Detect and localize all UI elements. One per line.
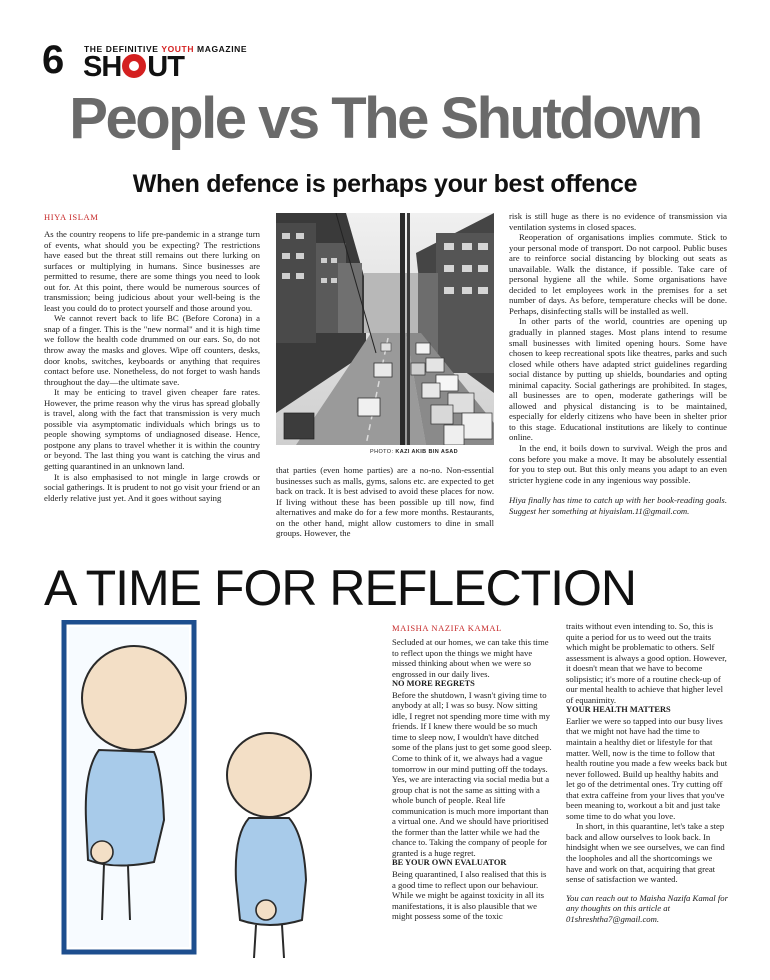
section-subheading: YOUR HEALTH MATTERS	[566, 705, 671, 715]
article-paragraph: In short, in this quarantine, let's take a step back and allow ourselves to look back. In hindsight when we see ourselves, we can find the loopholes and all the shortcomings we have and work on that, acquiring that great sense of satisfaction we wanted.	[566, 821, 725, 885]
author-note: You can reach out to Maisha Nazifa Kamal for any thoughts on this article at 01shreshtha7@gmail.com.	[566, 892, 729, 924]
article-paragraph: Being quarantined, I also realised that this is a good time to reflect upon our behaviour. While we might be against toxicity in all its manifestations, it is also plausible that we might possess some of the toxic	[392, 869, 547, 922]
article-paragraph: In other parts of the world, countries are opening up gradually in planned stages. Most plans intend to resume small businesses with limited opening hours. Some have chosen to keep recreational spots like theatres, parks and such closed while others have adapted strict guidelines regarding social distance by putting up shields, boundaries and opting minimal capacity. Social gatherings are prohibited. In stages, all businesses are to open, moderate gatherings will be allowed and physical distancing is to be maintained, especially for elderly citizens who have been in shelter prior to this stage. Educational institutions are likely to continue online.	[509, 316, 727, 443]
section-subheading: NO MORE REGRETS	[392, 679, 475, 689]
tagline-accent: YOUTH	[161, 44, 195, 54]
article-paragraph: Reoperation of organisations implies commute. Stick to your personal mode of transport. Do not carpool. Public buses are to reinforce social distancing by blocking out seats as unavailable. Walk the distance, if possible. Take care of personal hygiene all the while. Some organisations have decided to let employees work in the premises for a set number of days. As before, temperature checks will be done. Perhaps, disinfecting stalls will be installed as well.	[509, 232, 727, 316]
article-subhead: When defence is perhaps your best offence	[132, 170, 638, 198]
article-paragraph: that parties (even home parties) are a no-no. Non-essential businesses such as malls, gyms, salons etc. are expected to get back on track. It is best advised to avoid these places for now. If living without these has been possible up till now, find alternatives and make do for a few more months. Restaurants, on the other hand, might allow customers to dine in small groups. However, the	[276, 465, 494, 539]
mirror-illustration	[44, 620, 384, 960]
tagline-text-end: MAGAZINE	[194, 44, 248, 54]
section-subheading: BE YOUR OWN EVALUATOR	[392, 858, 507, 868]
photo-credit-name: KAZI AKIB BIN ASAD	[395, 449, 459, 455]
article-paragraph: It may be enticing to travel given cheaper fare rates. However, the prime reason why the virus has spread globally is travel, along with the fact that transmission is very much possible via asymptomatic individuals which brings us to people showing symptoms of undiagnosed disease. Hence, postpone any plans to travel whether it is within the country or beyond. The last thing you want is catching the virus and getting quarantined in an unknown land.	[44, 387, 260, 472]
page-number: 6	[42, 38, 65, 82]
photo-credit-label: PHOTO:	[370, 449, 396, 455]
article-column-1	[44, 229, 260, 503]
logo-text-start: SH	[83, 51, 122, 83]
article-paragraph: We cannot revert back to life BC (Before Corona) in a snap of a finger. This is the "new normal" and it is high time we follow the health code drummed on our ears. So, do not throw away the masks and gloves. Wipe off counters, desks, door knobs, switches, keyboards or anything that requires contact before use. Nonetheless, do not forget to wash hands throughout the day—the ultimate save.	[44, 313, 260, 387]
tagline-text: THE DEFINITIVE	[84, 44, 162, 54]
author-note: Hiya finally has time to catch up with her book-reading goals. Suggest her something at hiyaislam.11@gmail.com.	[509, 495, 727, 516]
article-paragraph: Before the shutdown, I wasn't giving time to anybody at all; I was so busy. Now sitting idle, I regret not spending more time with my friends. If I knew there would be so much time to sleep now, I wouldn't have ditched some of the plans just to get some good sleep. Come to think of it, we always had a vague tomorrow in our mind putting off the todays. Yes, we are interacting via social media but a group chat is not the same as sitting with a whole bunch of people. Real life communication is much more important than a virtual one. And we should have prioritised the former than the latter while we had the chance to. Taking the company of people for granted is a huge regret.	[392, 689, 552, 858]
article-column-2	[276, 465, 494, 539]
article-paragraph: Earlier we were so tapped into our busy lives that we might not have had the time to maintain a healthy diet or lifestyle for that matter. Well, now is the time to follow that health routine you made a few weeks back but never followed. Build up healthy habits and let go of the detrimental ones. Try cutting off that extra caffeine from your lives that you've been meaning to, workout a bit and just take some time to do what you love.	[566, 715, 728, 821]
article2-column-2	[566, 621, 728, 924]
article-paragraph: It is also emphasised to not mingle in large crowds or social gatherings. It is prudent to not go visit your friend or an elderly relative just yet. And it goes without saying	[44, 471, 260, 503]
person-mirror-drawing	[44, 620, 384, 960]
article-paragraph: Secluded at our homes, we can take this time to reflect upon the things we might have missed thinking about when we were so engrossed in our daily lives.	[392, 637, 549, 679]
logo-text-end: UT	[147, 51, 184, 83]
article-byline: HIYA ISLAM	[44, 212, 99, 222]
article-paragraph: risk is still huge as there is no evidence of transmission via ventilation systems in closed spaces.	[509, 211, 727, 232]
photo-credit	[370, 449, 458, 455]
article-headline: People vs The Shutdown	[69, 86, 701, 151]
article2-column-1	[392, 637, 552, 922]
article-paragraph: In the end, it boils down to survival. Weigh the pros and cons before you make a move. It may be absolutely essential for you to step out. But this only means you adapt to an even stricter hygiene code in any ingenious way possible.	[509, 443, 727, 485]
traffic-street-image	[276, 213, 494, 445]
article-byline-2: MAISHA NAZIFA KAMAL	[392, 623, 502, 633]
section-headline: A TIME FOR REFLECTION	[44, 560, 637, 616]
article-paragraph: traits without even intending to. So, this is quite a period for us to weed out the traits which might be problematic to others. Self assessment is always a good option. However, it doesn't mean that we have to become solipsistic; it's more of a routine check-up of our mental health to achieve that higher level of equanimity.	[566, 621, 727, 705]
article-column-3	[509, 211, 727, 516]
logo-target-icon	[122, 54, 146, 78]
street-photo	[276, 213, 494, 445]
magazine-logo	[83, 53, 184, 82]
article-paragraph: As the country reopens to life pre-pandemic in a strange turn of events, what should you be expecting? The restrictions have eased but the threat still remains out there lurking on surfaces or multiplying in humans. Since businesses are permitted to resume, there are some things you need to look out for. At this point, there would be numerous sources of transmission; being judicious about your well-being is the least you could do to protect yourself and those around you.	[44, 229, 260, 313]
